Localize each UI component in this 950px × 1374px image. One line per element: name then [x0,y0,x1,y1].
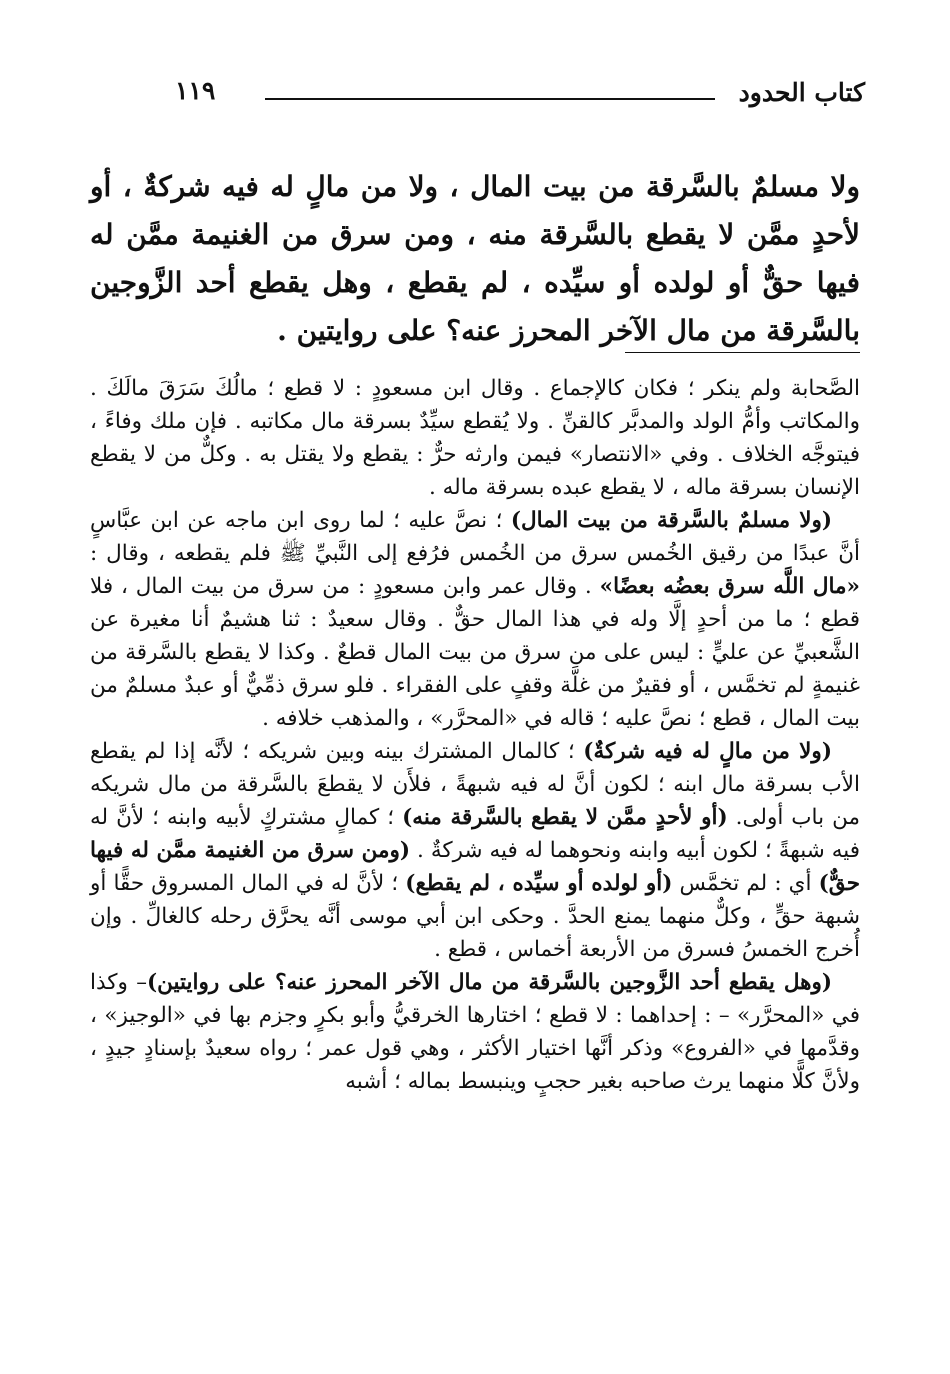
running-title: كتاب الحدود [738,78,865,107]
commentary-text: أي : لم تخمَّس [672,871,819,896]
main-text: ولا مسلمٌ بالسَّرقة من بيت المال ، ولا من مالٍ له فيه شركةٌ ، أو لأحدٍ ممَّن لا يقطع بالسَّرقة منه ، ومن سرق من الغنيمة ممَّن له فيها حقٌّ أو لولده أو سيِّده ، لم يقطع ، وهل يقطع أحد الزَّوجين بالسَّرقة من مال الآخر المحرز عنه؟ على روايتين . [90,170,860,347]
matn-quote: (أو لأحدٍ ممَّن لا يقطع بالسَّرقة منه) [402,805,728,830]
commentary-text: ؛ لأنَّ له في المال المسروق حقًّا أو شبهة حقٍّ ، وكلٌّ منهما يمنع الحدَّ . وحكى ابن أبي موسى أنَّه يحرَّق رحله كالغالِّ . وإن أُخرج الخمسُ فسرق من الأربعة أخماس ، قطع . [90,871,860,962]
commentary-paragraph [90,735,860,966]
commentary-paragraph: الصَّحابة ولم ينكر ؛ فكان كالإجماع . وقال ابن مسعودٍ : لا قطع ؛ مالُكَ سَرَقَ مالَكَ . والمكاتب وأمُّ الولد والمدبَّر كالقنِّ . ولا يُقطع سيِّدٌ بسرقة مال مكاتبه . فإن ملك وفاءً ، فيتوجَّه الخلاف . وفي «الانتصار» فيمن وارثه حرٌّ : يقطع ولا يقتل به . وكلٌّ من لا يقطع الإنسان بسرقة ماله ، لا يقطع عبده بسرقة ماله . [90,376,860,500]
commentary-text: . وقال عمر وابن مسعودٍ : من سرق من بيت المال ، فلا قطع ؛ ما من أحدٍ إلَّا وله في هذا المال حقٌّ . وقال سعيدٌ : ثنا هشيمٌ أنا مغيرة عن الشَّعبيِّ عن عليٍّ : ليس على من سرق من بيت المال قطعٌ . وكذا لا يقطع بالسَّرقة من غنيمةٍ لم تخمَّس ، أو فقيرٌ من غلَّة وقفٍ على الفقراء . فلو سرق ذمِّيٌّ أو عبدٌ مسلمٌ من بيت المال ، قطع ؛ نصَّ عليه ؛ قاله في «المحرَّر» ، والمذهب خلافه . [90,574,860,731]
matn-quote: (ولا مسلمٌ بالسَّرقة من بيت المال) [510,508,833,533]
commentary [90,372,860,1098]
page-header [175,74,865,114]
matn-quote: (وهل يقطع أحد الزَّوجين بالسَّرقة من مال الآخر المحرز عنه؟ على روايتين) [147,970,833,995]
commentary-paragraph [90,504,860,735]
commentary-text: ؛ كمالٍ مشتركٍ لأبيه وابنه ؛ لأنَّ له فيه شبهةً ؛ لكون أبيه وابنه ونحوهما له فيه شركةٌ . [90,805,860,863]
hadith-quote: «مال اللَّه سرق بعضُه بعضًا» [599,574,860,599]
matn-quote: (أو لولده أو سيِّده ، لم يقطع) [405,871,673,896]
matn-quote: (ومن سرق من الغنيمة ممَّن له فيها حقٌّ) [90,838,860,896]
commentary-text: ؛ نصَّ عليه ؛ لما روى ابن ماجه عن ابن عبَّاسٍ أنَّ عبدًا من رقيق الخُمس سرق من الخُمس فرُفع إلى النَّبيِّ ﷺ فلم يقطعه ، وقال : [90,508,860,566]
footnote-separator [625,352,860,353]
commentary-text: – وكذا في «المحرَّر» – : إحداهما : لا قطع ؛ اختارها الخرقيُّ وأبو بكرٍ وجزم بها في «الوجيز» ، وقدَّمها في «الفروع» وذكر أنَّها اختيار الأكثر ، وهي قول عمر ؛ رواه سعيدٌ بإسنادٍ جيدٍ ، ولأنَّ كلًّا منهما يرث صاحبه بغير حجبٍ وينبسط بماله ؛ أشبه [90,970,860,1094]
page-number: ١١٩ [175,76,216,105]
header-rule [265,98,715,100]
matn-quote: (ولا من مالٍ له فيه شركةٌ) [583,739,832,764]
commentary-paragraph [90,966,860,1098]
commentary-text: ؛ كالمال المشترك بينه وبين شريكه ؛ لأنَّه إذا لم يقطع الأب بسرقة مال ابنه ؛ لكون أنَّ له فيه شبهةً ، فلأَن لا يقطعَ بالسَّرقة من مال شريكه من باب أولى. [90,739,860,830]
